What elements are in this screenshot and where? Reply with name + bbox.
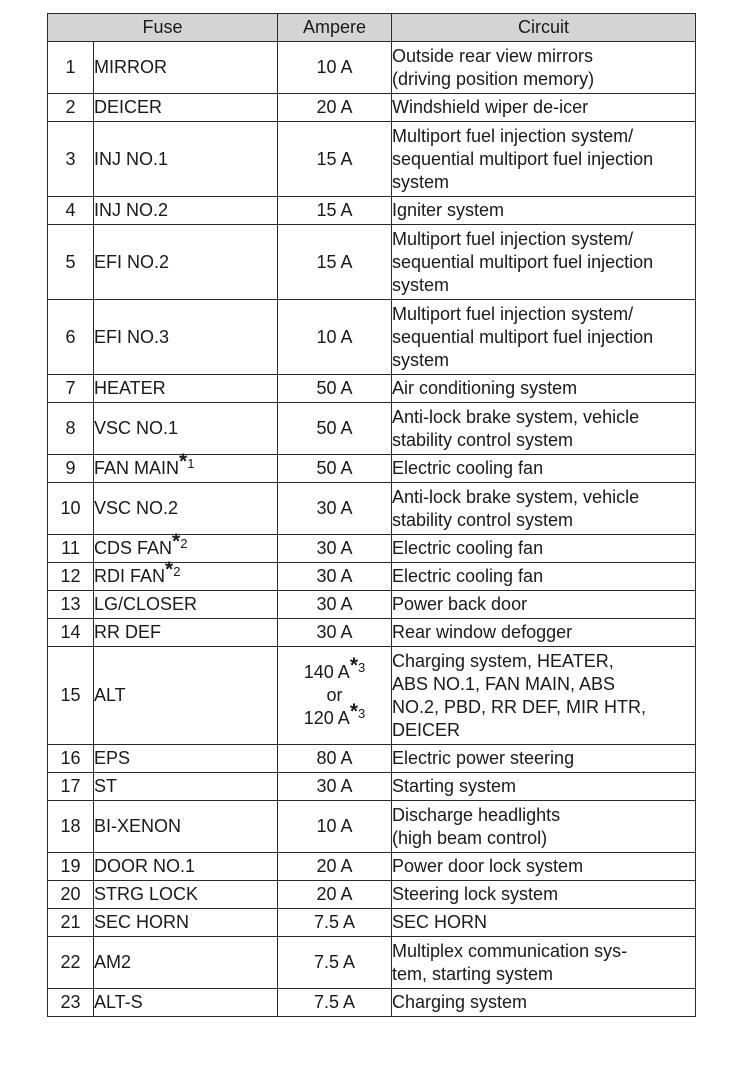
fuse-table	[47, 13, 696, 1017]
circuit-line: system	[392, 171, 450, 192]
fuse-number: 12	[48, 563, 94, 591]
fuse-ampere: 30 A	[278, 563, 392, 591]
fuse-circuit	[392, 225, 696, 300]
fuse-circuit	[392, 403, 696, 455]
fuse-name	[94, 197, 278, 225]
fuse-circuit	[392, 300, 696, 375]
ampere-line	[278, 684, 391, 707]
header-fuse: Fuse	[48, 14, 278, 42]
fuse-ampere: 50 A	[278, 403, 392, 455]
fuse-circuit	[392, 563, 696, 591]
fuse-name-text: STRG LOCK	[94, 884, 199, 904]
circuit-line: Charging system, HEATER,	[392, 650, 614, 671]
table-row	[48, 483, 696, 535]
table-row	[48, 909, 696, 937]
ampere-line-text: 120 A	[303, 708, 350, 728]
fuse-number: 14	[48, 619, 94, 647]
fuse-ampere	[278, 647, 392, 745]
fuse-circuit	[392, 42, 696, 94]
fuse-circuit	[392, 773, 696, 801]
fuse-number: 17	[48, 773, 94, 801]
circuit-line: Electric cooling fan	[392, 566, 544, 586]
fuse-circuit	[392, 937, 696, 989]
fuse-ampere: 30 A	[278, 483, 392, 535]
fuse-ampere: 50 A	[278, 375, 392, 403]
fuse-number: 10	[48, 483, 94, 535]
circuit-line: Electric power steering	[392, 748, 575, 768]
fuse-number: 6	[48, 300, 94, 375]
fuse-ampere: 30 A	[278, 591, 392, 619]
circuit-line: system	[392, 349, 450, 370]
table-row	[48, 375, 696, 403]
table-row	[48, 745, 696, 773]
fuse-name-text: RDI FAN	[94, 566, 166, 586]
fuse-number: 3	[48, 122, 94, 197]
fuse-name-text: FAN MAIN	[94, 458, 180, 478]
fuse-name-text: AM2	[94, 952, 132, 972]
table-row	[48, 619, 696, 647]
fuse-circuit	[392, 989, 696, 1017]
fuse-name-text: HEATER	[94, 378, 166, 398]
fuse-name	[94, 853, 278, 881]
fuse-name-text: LG/CLOSER	[94, 594, 198, 614]
circuit-line: ABS NO.1, FAN MAIN, ABS	[392, 673, 616, 694]
fuse-circuit	[392, 853, 696, 881]
fuse-name	[94, 450, 278, 483]
fuse-name	[94, 483, 278, 535]
fuse-name-text: ALT	[94, 685, 126, 705]
fuse-name-text: ST	[94, 776, 118, 796]
fuse-name	[94, 881, 278, 909]
fuse-name	[94, 403, 278, 455]
circuit-line: Multiport fuel injection system/	[392, 125, 634, 146]
fuse-name-text: INJ NO.2	[94, 200, 169, 220]
fuse-number: 8	[48, 403, 94, 455]
fuse-ampere: 15 A	[278, 225, 392, 300]
table-row	[48, 455, 696, 483]
fuse-number: 15	[48, 647, 94, 745]
footnote-marker: *3	[349, 700, 366, 723]
fuse-name-text: VSC NO.1	[94, 418, 179, 438]
fuse-circuit	[392, 197, 696, 225]
fuse-circuit	[392, 909, 696, 937]
fuse-number: 16	[48, 745, 94, 773]
fuse-ampere: 7.5 A	[278, 909, 392, 937]
circuit-line: Power door lock system	[392, 856, 584, 876]
table-row	[48, 801, 696, 853]
fuse-name-text: BI-XENON	[94, 816, 182, 836]
fuse-name	[94, 773, 278, 801]
footnote-marker: *3	[349, 654, 366, 677]
fuse-circuit	[392, 535, 696, 563]
fuse-number: 22	[48, 937, 94, 989]
footnote-marker: *2	[165, 558, 181, 581]
ampere-line-text: 140 A	[303, 662, 350, 682]
circuit-line: Charging system	[392, 992, 528, 1012]
fuse-name	[94, 937, 278, 989]
fuse-ampere: 30 A	[278, 773, 392, 801]
fuse-number: 7	[48, 375, 94, 403]
table-row	[48, 94, 696, 122]
fuse-ampere: 15 A	[278, 122, 392, 197]
fuse-circuit	[392, 94, 696, 122]
fuse-number: 23	[48, 989, 94, 1017]
circuit-line: system	[392, 274, 450, 295]
circuit-line: Multiport fuel injection system/	[392, 303, 634, 324]
fuse-name	[94, 745, 278, 773]
fuse-number: 18	[48, 801, 94, 853]
circuit-line: sequential multiport fuel injection	[392, 326, 654, 347]
fuse-name-text: RR DEF	[94, 622, 161, 642]
fuse-ampere: 20 A	[278, 881, 392, 909]
circuit-line: stability control system	[392, 509, 574, 530]
circuit-line: Electric cooling fan	[392, 538, 544, 558]
circuit-line: Igniter system	[392, 200, 505, 220]
fuse-number: 19	[48, 853, 94, 881]
fuse-name	[94, 375, 278, 403]
circuit-line: Windshield wiper de-icer	[392, 97, 589, 117]
footnote-marker: *1	[179, 450, 195, 473]
fuse-number: 20	[48, 881, 94, 909]
ampere-line-text: or	[326, 685, 343, 705]
fuse-ampere: 7.5 A	[278, 937, 392, 989]
fuse-number: 2	[48, 94, 94, 122]
fuse-name-text: INJ NO.1	[94, 148, 169, 169]
circuit-line: sequential multiport fuel injection	[392, 148, 654, 169]
fuse-name	[94, 558, 278, 591]
fuse-name-text: MIRROR	[94, 57, 167, 77]
fuse-circuit	[392, 619, 696, 647]
fuse-name	[94, 94, 278, 122]
fuse-circuit	[392, 745, 696, 773]
fuse-ampere: 30 A	[278, 619, 392, 647]
footnote-marker: *2	[172, 530, 188, 553]
fuse-name-text: SEC HORN	[94, 912, 190, 932]
ampere-line	[278, 654, 391, 684]
fuse-name	[94, 300, 278, 375]
table-row	[48, 773, 696, 801]
fuse-circuit	[392, 591, 696, 619]
fuse-name-text: ALT-S	[94, 992, 143, 1012]
fuse-circuit	[392, 375, 696, 403]
table-header-row	[48, 14, 696, 42]
ampere-line	[278, 700, 391, 730]
circuit-line: tem, starting system	[392, 963, 554, 984]
fuse-name-text: VSC NO.2	[94, 498, 179, 518]
fuse-circuit	[392, 801, 696, 853]
circuit-line: sequential multiport fuel injection	[392, 251, 654, 272]
circuit-line: DEICER	[392, 719, 461, 740]
fuse-number: 1	[48, 42, 94, 94]
fuse-ampere: 50 A	[278, 455, 392, 483]
circuit-line: stability control system	[392, 429, 574, 450]
fuse-ampere: 30 A	[278, 535, 392, 563]
table-row	[48, 535, 696, 563]
fuse-name-text: CDS FAN	[94, 538, 173, 558]
fuse-number: 21	[48, 909, 94, 937]
fuse-number: 9	[48, 455, 94, 483]
table-row	[48, 563, 696, 591]
circuit-line: Power back door	[392, 594, 528, 614]
table-row	[48, 853, 696, 881]
fuse-circuit	[392, 122, 696, 197]
circuit-line: Steering lock system	[392, 884, 559, 904]
fuse-name	[94, 801, 278, 853]
circuit-line: (driving position memory)	[392, 68, 595, 89]
fuse-number: 11	[48, 535, 94, 563]
fuse-ampere: 20 A	[278, 94, 392, 122]
table-row	[48, 225, 696, 300]
circuit-line: Starting system	[392, 776, 517, 796]
table-row	[48, 300, 696, 375]
fuse-name	[94, 591, 278, 619]
circuit-line: Anti-lock brake system, vehicle	[392, 486, 640, 507]
table-body	[48, 42, 696, 1017]
fuse-name	[94, 989, 278, 1017]
table-row	[48, 122, 696, 197]
circuit-line: Multiplex communication sys-	[392, 940, 628, 961]
circuit-line: SEC HORN	[392, 912, 488, 932]
fuse-ampere: 10 A	[278, 300, 392, 375]
fuse-circuit	[392, 881, 696, 909]
circuit-line: Anti-lock brake system, vehicle	[392, 406, 640, 427]
fuse-name	[94, 122, 278, 197]
table-row	[48, 881, 696, 909]
fuse-circuit	[392, 455, 696, 483]
fuse-ampere: 15 A	[278, 197, 392, 225]
fuse-name-text: EPS	[94, 748, 131, 768]
fuse-number: 13	[48, 591, 94, 619]
fuse-name-text: DOOR NO.1	[94, 856, 196, 876]
circuit-line: (high beam control)	[392, 827, 548, 848]
table-row	[48, 403, 696, 455]
fuse-name	[94, 909, 278, 937]
fuse-name	[94, 530, 278, 563]
circuit-line: Discharge headlights	[392, 804, 561, 825]
fuse-name-text: DEICER	[94, 97, 163, 117]
table-row	[48, 197, 696, 225]
fuse-name	[94, 619, 278, 647]
table-row	[48, 42, 696, 94]
fuse-ampere: 7.5 A	[278, 989, 392, 1017]
table-row	[48, 989, 696, 1017]
fuse-name-text: EFI NO.3	[94, 326, 170, 347]
fuse-number: 5	[48, 225, 94, 300]
fuse-ampere: 10 A	[278, 42, 392, 94]
fuse-ampere: 10 A	[278, 801, 392, 853]
fuse-name-text: EFI NO.2	[94, 251, 170, 272]
fuse-circuit	[392, 647, 696, 745]
fuse-ampere: 20 A	[278, 853, 392, 881]
fuse-name	[94, 225, 278, 300]
table-row	[48, 937, 696, 989]
fuse-circuit	[392, 483, 696, 535]
circuit-line: Rear window defogger	[392, 622, 573, 642]
circuit-line: NO.2, PBD, RR DEF, MIR HTR,	[392, 696, 647, 717]
header-circuit: Circuit	[392, 14, 696, 42]
circuit-line: Electric cooling fan	[392, 458, 544, 478]
header-ampere: Ampere	[278, 14, 392, 42]
circuit-line: Multiport fuel injection system/	[392, 228, 634, 249]
fuse-number: 4	[48, 197, 94, 225]
fuse-name	[94, 647, 278, 745]
circuit-line: Air conditioning system	[392, 378, 578, 398]
table-row	[48, 591, 696, 619]
table-row	[48, 647, 696, 745]
fuse-name	[94, 42, 278, 94]
circuit-line: Outside rear view mirrors	[392, 45, 594, 66]
fuse-ampere: 80 A	[278, 745, 392, 773]
